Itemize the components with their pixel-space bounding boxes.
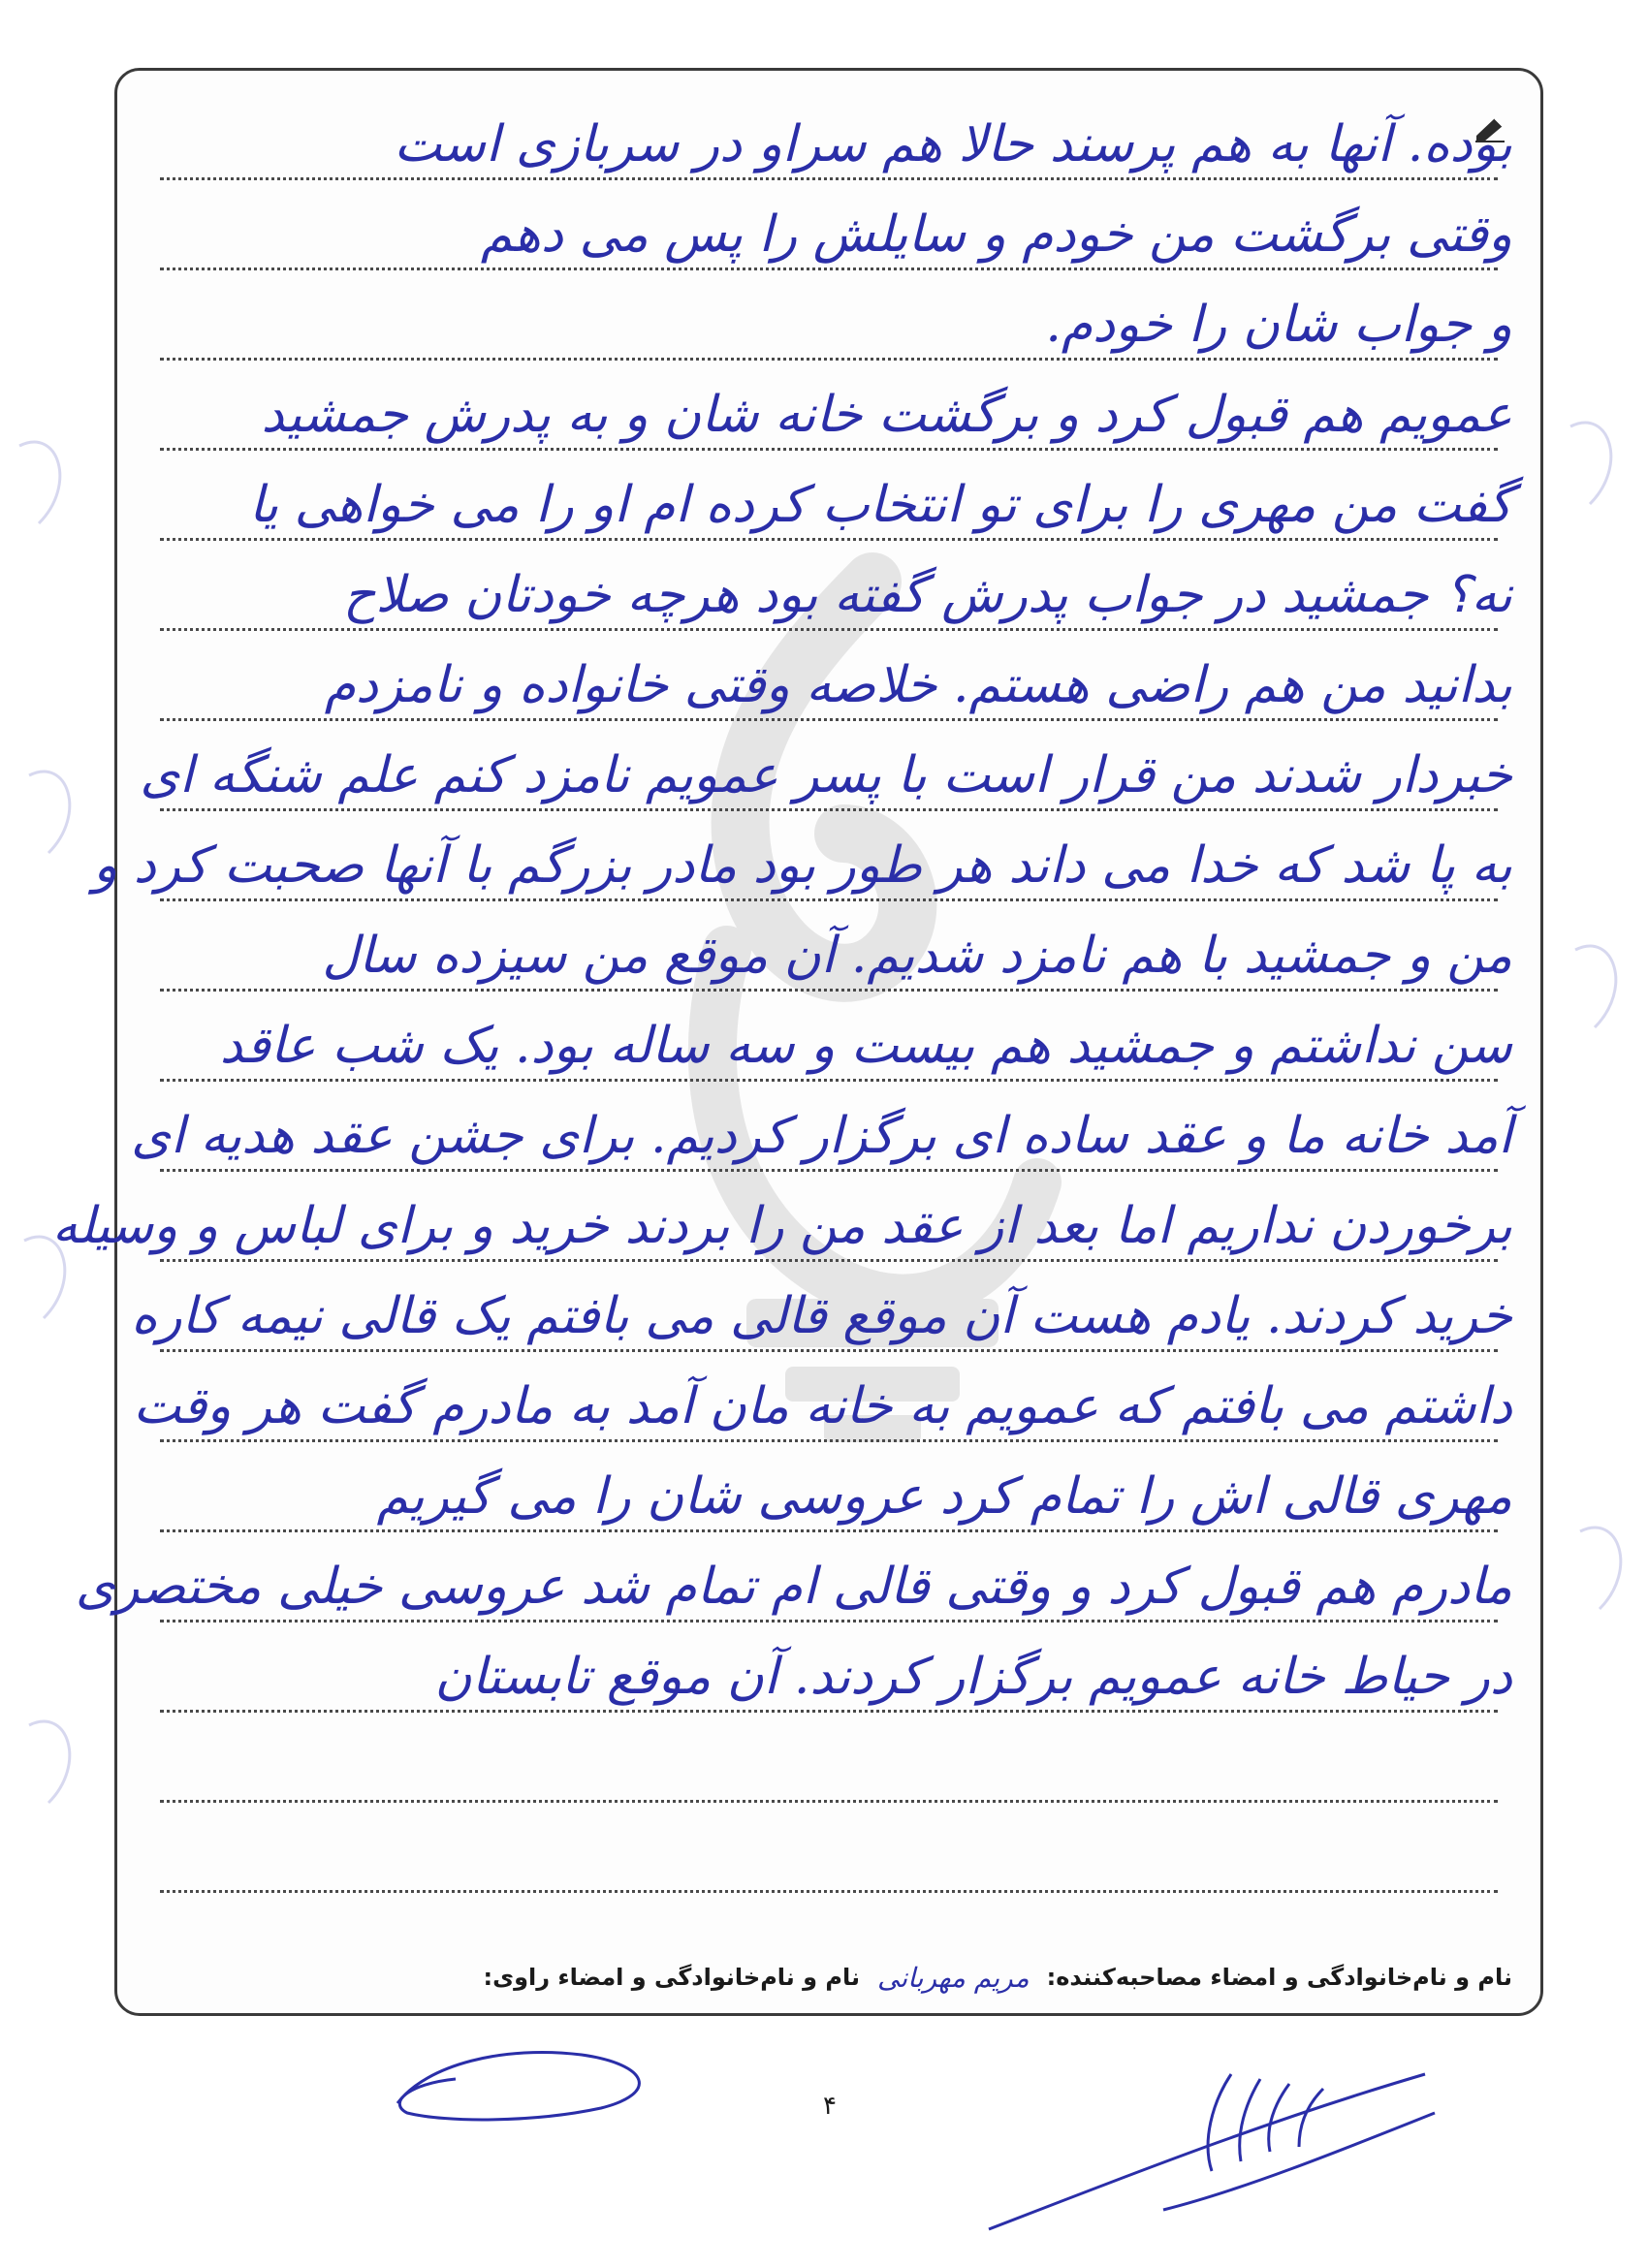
interviewer-label: نام و نام‌خانوادگی و امضاء مصاحبه‌کننده: xyxy=(1046,1964,1512,1991)
handwritten-line: من و جمشید با هم نامزد شدیم. آن موقع من سیزده سال xyxy=(322,927,1512,985)
interviewer-signature xyxy=(368,2026,679,2132)
handwritten-line: نه؟ جمشید در جواب پدرش گفته بود هرچه خودتان صلاح xyxy=(342,566,1512,624)
handwritten-line: داشتم می بافتم که عمویم به خانه مان آمد به مادرم گفت هر وقت xyxy=(133,1377,1512,1435)
bleed-through-marks-right xyxy=(1551,368,1648,2016)
ruled-line xyxy=(160,1800,1498,1803)
narrator-label: نام و نام‌خانوادگی و امضاء راوی: xyxy=(483,1964,861,1991)
handwritten-line: و جواب شان را خودم. xyxy=(1045,296,1512,354)
handwritten-line: در حیاط خانه عمویم برگزار کردند. آن موقع تابستان xyxy=(434,1648,1512,1706)
handwritten-line: خرید کردند. یادم هست آن موقع قالی می بافتم یک قالی نیمه کاره xyxy=(131,1287,1512,1345)
handwritten-line: مادرم هم قبول کرد و وقتی قالی ام تمام شد عروسی خیلی مختصری xyxy=(75,1558,1512,1616)
handwritten-line: وقتی برگشت من خودم و سایلش را پس می دهم xyxy=(480,205,1512,264)
interviewer-name: مریم مهربانی xyxy=(877,1961,1030,1994)
signature-footer xyxy=(155,1954,1512,2000)
handwritten-line: برخوردن نداریم اما بعد از عقد من را بردند خرید و برای لباس و وسیله xyxy=(51,1197,1512,1255)
handwritten-line: بوده. آنها به هم پرسند حالا هم سراو در سربازی است xyxy=(394,115,1512,173)
ruled-line xyxy=(160,1890,1498,1893)
narrator-signature xyxy=(969,2035,1454,2249)
handwritten-line: عمویم هم قبول کرد و برگشت خانه شان و به پدرش جمشید xyxy=(261,386,1512,444)
handwritten-line: به پا شد که خدا می داند هر طور بود مادر بزرگم با آنها صحبت کرد و xyxy=(93,836,1512,895)
handwritten-line: مهری قالی اش را تمام کرد عروسی شان را می گیریم xyxy=(376,1467,1512,1526)
handwritten-line: بدانید من هم راضی هستم. خلاصه وقتی خانواده و نامزدم xyxy=(324,656,1512,714)
page-number: ۴ xyxy=(823,2092,837,2121)
handwritten-line: آمد خانه ما و عقد ساده ای برگزار کردیم. برای جشن عقد هدیه ای xyxy=(131,1107,1512,1165)
handwritten-line: گفت من مهری را برای تو انتخاب کرده ام او را می خواهی یا xyxy=(248,476,1512,534)
handwritten-line: سن نداشتم و جمشید هم بیست و سه ساله بود. یک شب عاقد xyxy=(219,1017,1512,1075)
handwritten-line: خبردار شدند من قرار است با پسر عمویم نامزد کنم علم شنگه ای xyxy=(140,746,1512,804)
